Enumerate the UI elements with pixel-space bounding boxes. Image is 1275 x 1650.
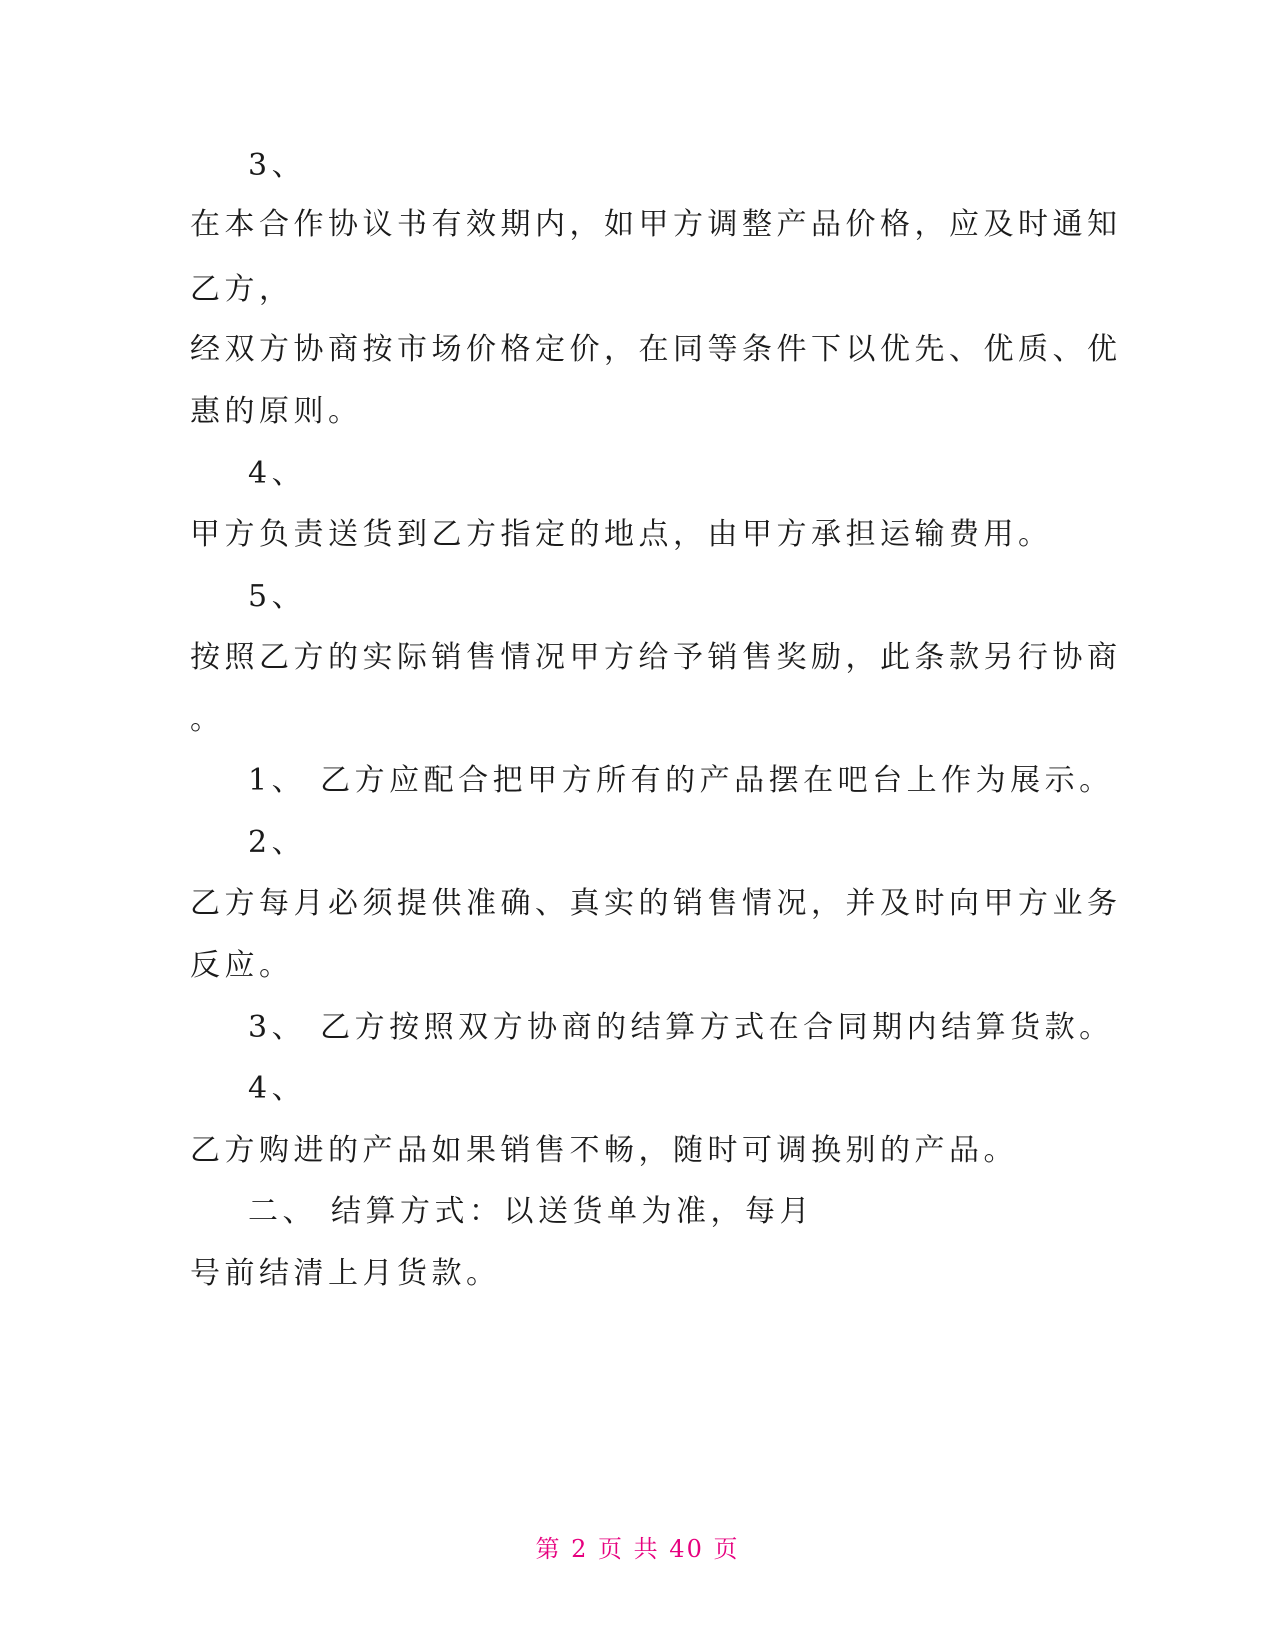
paragraph-line: 反应。: [190, 948, 294, 983]
paragraph-line: 。: [190, 702, 225, 737]
paragraph-line: 乙方购进的产品如果销售不畅，随时可调换别的产品。: [190, 1133, 1018, 1168]
paragraph-line: 号前结清上月货款。: [190, 1256, 501, 1291]
paragraph-line: 惠的原则。: [190, 394, 363, 429]
paragraph-line: 按照乙方的实际销售情况甲方给予销售奖励，此条款另行协商: [190, 640, 1122, 675]
paragraph-line: 在本合作协议书有效期内，如甲方调整产品价格，应及时通知: [190, 207, 1122, 242]
clause-number: 2、: [248, 825, 307, 860]
paragraph-line: 1、 乙方应配合把甲方所有的产品摆在吧台上作为展示。: [248, 763, 1114, 798]
clause-number: 4、: [248, 456, 307, 491]
clause-number: 4、: [248, 1071, 307, 1106]
page-number-footer: 第 2 页 共 40 页: [535, 1535, 740, 1563]
paragraph-line: 乙方每月必须提供准确、真实的销售情况，并及时向甲方业务: [190, 886, 1122, 921]
section-heading: 二、 结算方式：以送货单为准，每月: [248, 1194, 815, 1229]
paragraph-line: 3、 乙方按照双方协商的结算方式在合同期内结算货款。: [248, 1010, 1114, 1045]
clause-number: 3、: [248, 148, 307, 183]
paragraph-line: 甲方负责送货到乙方指定的地点，由甲方承担运输费用。: [190, 517, 1053, 552]
paragraph-line: 乙方，: [190, 272, 294, 307]
paragraph-line: 经双方协商按市场价格定价，在同等条件下以优先、优质、优: [190, 332, 1122, 367]
clause-number: 5、: [248, 579, 307, 614]
